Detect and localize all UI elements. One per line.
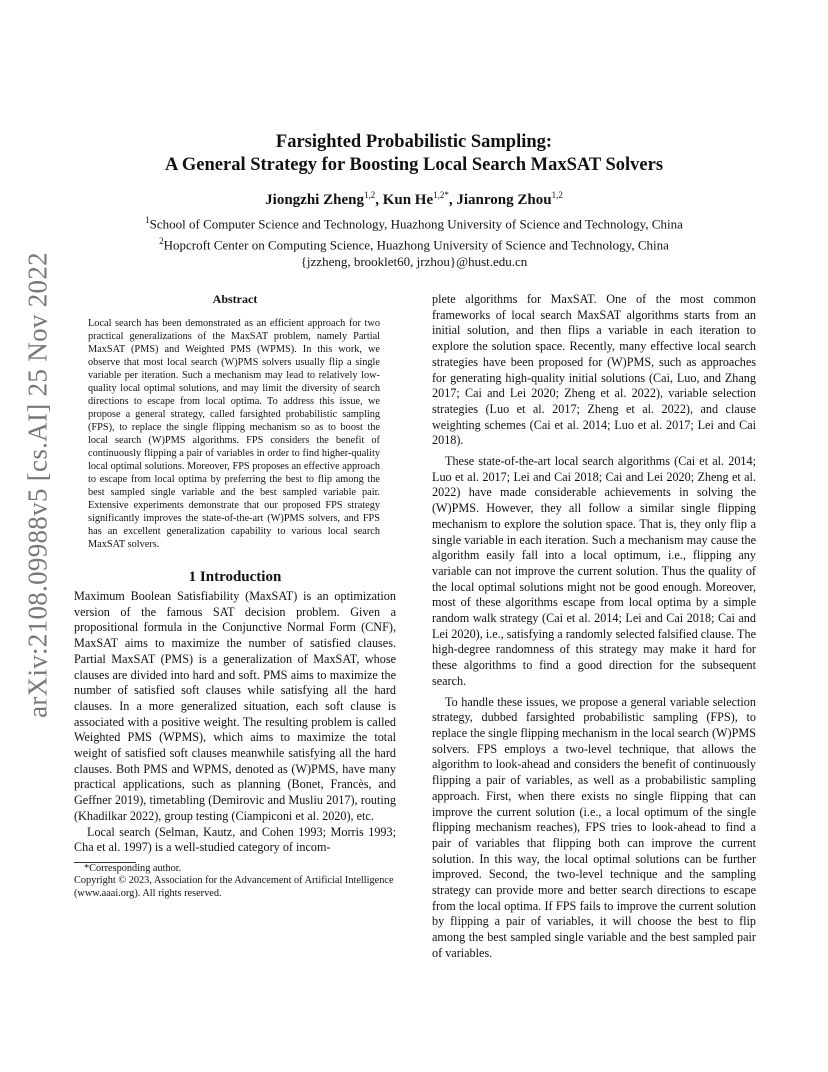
- intro-paragraph-2-start: Local search (Selman, Kautz, and Cohen 1993; Morris 1993; Cha et al. 1997) is a well-studied category of incom-: [74, 824, 396, 855]
- affiliation-text: Hopcroft Center on Computing Science, Huazhong University of Science and Technology, China: [163, 237, 669, 253]
- intro-paragraph-1: Maximum Boolean Satisfiability (MaxSAT) is an optimization version of the famous SAT decision problem. Given a propositional formula in the Conjunctive Normal Form (CNF), MaxSAT aims to maximize the number of satisfied clauses. Partial MaxSAT (PMS) is a generalization of MaxSAT, whose clauses are divided into hard and soft. PMS aims to maximize the number of satisfied soft clauses while satisfying all the hard clauses. In a more generalized situation, each soft clause is associated with a positive weight. The resulting problem is called Weighted PMS (WPMS), which aims to maximize the total weight of satisfied soft clauses meanwhile satisfying all the hard clauses. Both PMS and WPMS, denoted as (W)PMS, have many practical applications, such as planning (Bonet, Francès, and Geffner 2019), timetabling (Demirovic and Musliu 2017), routing (Khadilkar 2022), group testing (Ciampiconi et al. 2020), etc.: [74, 589, 396, 823]
- author-separator: ,: [375, 192, 383, 208]
- author-separator: ,: [448, 192, 457, 208]
- arxiv-identifier: arXiv:2108.09988v5 [cs.AI] 25 Nov 2022: [22, 252, 53, 718]
- affiliation-1: [0, 212, 828, 233]
- affiliation-mark: 1: [145, 215, 150, 225]
- author-affil-mark: 1,2: [551, 190, 563, 200]
- abstract-heading: Abstract: [212, 292, 258, 306]
- section-heading-introduction: 1 Introduction: [188, 569, 282, 585]
- author-affil-mark: 1,2*: [433, 190, 449, 200]
- affiliation-text: School of Computer Science and Technology, Huazhong University of Science and Technology, China: [149, 216, 683, 232]
- affiliation-2: [0, 233, 828, 254]
- author-name: Jiongzhi Zheng: [265, 192, 364, 208]
- intro-paragraph-3: These state-of-the-art local search algorithms (Cai et al. 2014; Luo et al. 2017; Lei and Cai 2018; Cai and Lei 2020; Zheng et al. 2022) have made considerable achievements in solving the (W)PMS. However, they all follow a similar single flipping mechanism to explore the solution space. That is, they only flip a single variable in each iteration. Such a mechanism may cause the algorithm easily fall into a local optimum, i.e., flipping any variable can not improve the current solution. Thus the quality of the local optimal solutions might not be good enough. Moreover, most of these algorithms escape from local optima by a simple random walk strategy (Cai et al. 2014; Lei and Cai 2018; Cai and Lei 2020), i.e., satisfying a randomly selected falsified clause. The high-degree randomness of this strategy may make it hard for these algorithms to find a good direction for the subsequent search.: [432, 454, 756, 688]
- author-affil-mark: 1,2: [363, 190, 376, 200]
- intro-paragraph-2-continued: plete algorithms for MaxSAT. One of the most common frameworks of local search MaxSAT algorithms starts from an initial solution, and then flips a variable in each iteration to explore the solution space. Recently, many effective local search strategies have been proposed for (W)PMS, such as approaches for generating high-quality initial solutions (Cai, Luo, and Zhang 2017; Cai and Lei 2020; Zheng et al. 2022), variable selection strategies (Luo et al. 2017; Zheng et al. 2022), and clause weighting schemes (Cai et al. 2014; Luo et al. 2017; Lei and Cai 2018).: [432, 292, 756, 448]
- author-emails: {jzzheng, brooklet60, jrzhou}@hust.edu.cn: [300, 253, 528, 269]
- footnote-copyright: Copyright © 2023, Association for the Advancement of Artificial Intelligence (www.aaai.org). All rights reserved.: [74, 875, 394, 899]
- intro-paragraph-4: To handle these issues, we propose a general variable selection strategy, dubbed farsighted probabilistic sampling (FPS), to replace the single flipping mechanism in the local search (W)PMS solvers. FPS employs a two-level technique, that allows the algorithm to look-ahead and considers the benefit of continuously flipping a pair of variables, as well as a probabilistic sampling approach. First, when there exists no single flipping that can improve the current solution (i.e., a local optimum of the single flipping mechanism reaches), FPS tries to look-ahead to find a pair of variables that flipping both can improve the current solution. In this way, the local optimal solutions can be further improved. Second, the two-level technique and the sampling strategy can provide more and better search directions to escape from the local optima. If FPS fails to improve the current solution by flipping a pair of variables, it will choose the best to flip among the best sampled single variable and the best sampled pair of variables.: [432, 694, 756, 960]
- paper-title: [0, 131, 828, 177]
- left-column: [74, 292, 396, 900]
- affiliation-mark: 2: [159, 235, 164, 246]
- author-list: [0, 190, 828, 209]
- title-line-2: A General Strategy for Boosting Local Search MaxSAT Solvers: [164, 155, 664, 175]
- author-name: Jianrong Zhou: [456, 192, 552, 208]
- footnote-corresponding-author: *Corresponding author.: [84, 862, 182, 874]
- right-column: [432, 292, 756, 962]
- arxiv-sidebar-stamp: [8, 252, 68, 718]
- author-name: Kun He: [382, 192, 434, 208]
- title-line-1: Farsighted Probabilistic Sampling:: [275, 132, 553, 152]
- abstract-text: Local search has been demonstrated as an efficient approach for two practical generalizations of the MaxSAT problem, namely Partial MaxSAT (PMS) and Weighted PMS (WPMS). In this work, we observe that most local search (W)PMS solvers usually flip a single variable per iteration. Such a mechanism may lead to relatively low-quality local optimal solutions, and may limit the diversity of search directions to escape from local optima. To address this issue, we propose a general strategy, called farsighted probabilistic sampling (FPS), to replace the single flipping mechanism so as to boost the local search (W)PMS algorithms. FPS considers the benefit of continuously flipping a pair of variables in order to find higher-quality local optimal solutions. Moreover, FPS proposes an effective approach to escape from local optima by preferring the best to flip among the best sampled single variable and the best sampled variable pair. Extensive experiments demonstrate that our proposed FPS strategy significantly improves the state-of-the-art (W)PMS solvers, and FPS has an excellent generalization capability to various local search MaxSAT solvers.: [88, 318, 380, 550]
- affiliations: [0, 212, 828, 270]
